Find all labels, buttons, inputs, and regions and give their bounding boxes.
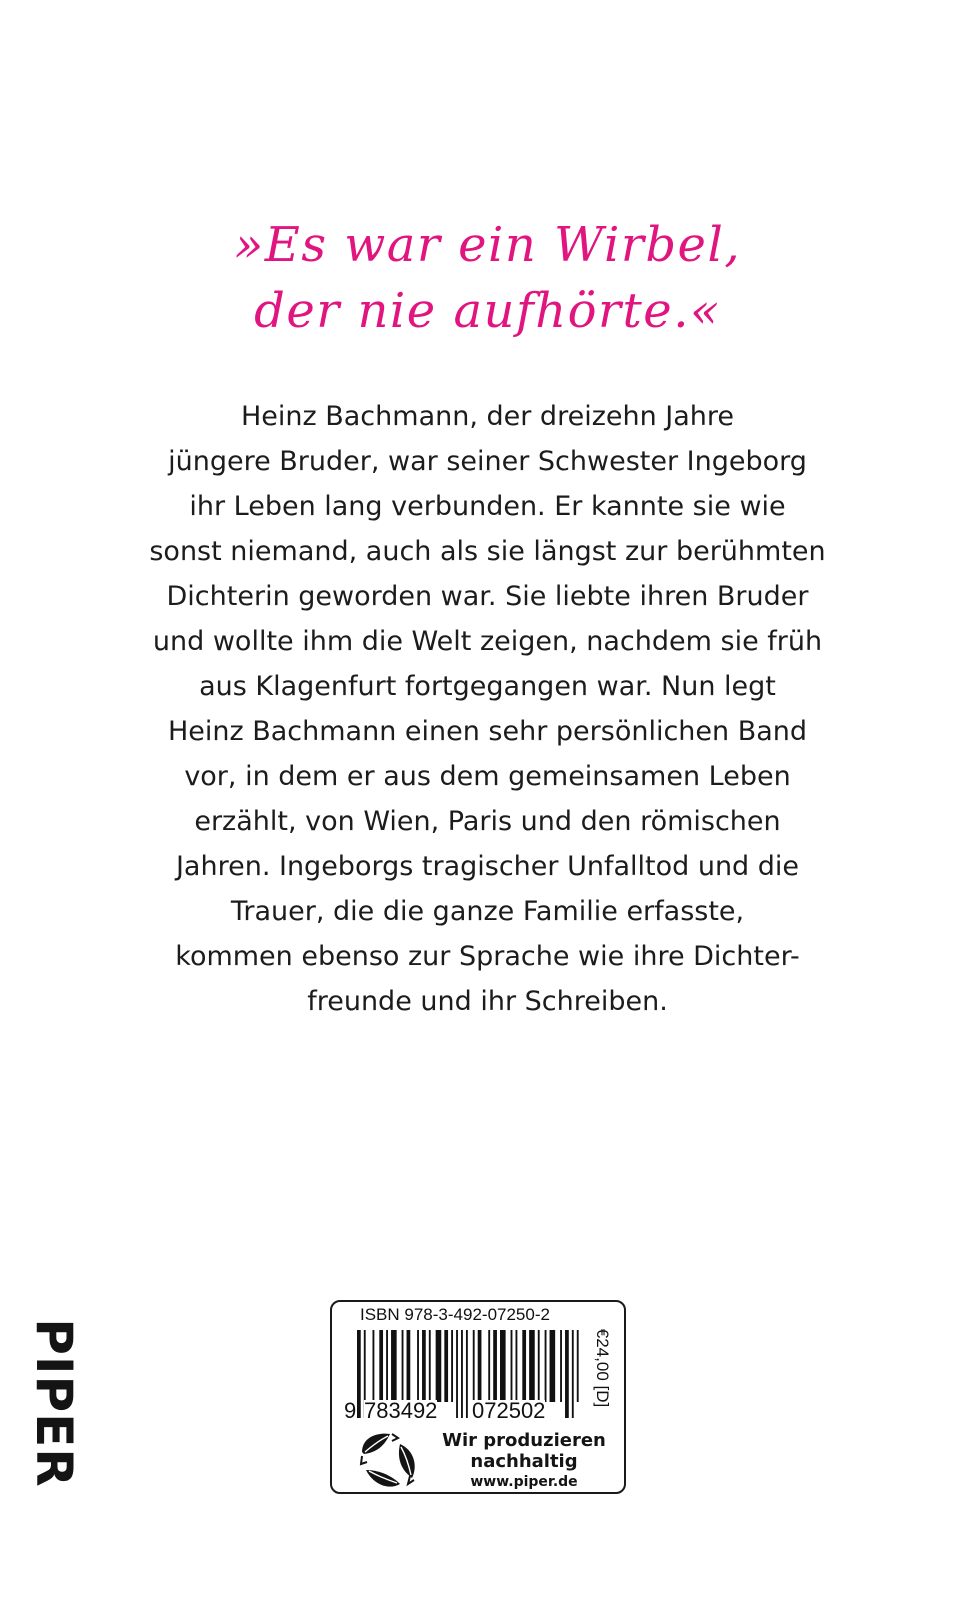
barcode-digits-right: 072502 — [472, 1398, 546, 1423]
barcode-bar — [391, 1330, 397, 1402]
barcode-bar — [407, 1330, 411, 1402]
description-line: freunde und ihr Schreiben. — [307, 986, 668, 1017]
barcode-digits-left: 783492 — [364, 1398, 438, 1423]
barcode-bar — [529, 1330, 535, 1402]
price-label: €24,00 [D] — [593, 1328, 612, 1408]
sustainability-line-1: Wir produzieren — [442, 1430, 606, 1451]
barcode-bar — [550, 1330, 556, 1402]
barcode-digit-first: 9 — [344, 1398, 357, 1423]
barcode-bar — [436, 1330, 442, 1402]
barcode-bar — [379, 1330, 383, 1402]
barcode-bar — [538, 1330, 540, 1402]
barcode-box — [330, 1300, 626, 1494]
barcode-bar — [488, 1330, 490, 1402]
barcode-bar — [565, 1330, 569, 1418]
barcode-bar — [560, 1330, 562, 1402]
description-line: Jahren. Ingeborgs tragischer Unfalltod und die — [175, 851, 800, 882]
barcode-bar — [429, 1330, 431, 1402]
description-line: Heinz Bachmann, der dreizehn Jahre — [240, 401, 735, 432]
leaf-recycle-icon — [356, 1430, 422, 1490]
barcode-bar — [466, 1330, 468, 1418]
publisher-url: www.piper.de — [470, 1474, 578, 1490]
barcode-bar — [444, 1330, 448, 1402]
barcode-bar — [572, 1330, 574, 1418]
barcode-bar — [511, 1330, 513, 1402]
sustainability-line-2: nachhaltig — [470, 1451, 578, 1472]
barcode-bar — [577, 1330, 579, 1402]
description-line: und wollte ihm die Welt zeigen, nachdem sie früh — [152, 626, 823, 657]
barcode-bar — [478, 1330, 482, 1402]
description-line: sonst niemand, auch als sie längst zur berühmten — [149, 536, 826, 567]
description-line: kommen ebenso zur Sprache wie ihre Dichter- — [175, 941, 800, 972]
barcode-bar — [473, 1330, 475, 1402]
description-line: Dichterin geworden war. Sie liebte ihren Bruder — [166, 581, 809, 612]
publisher-logo-text: PIPER — [25, 1318, 83, 1488]
isbn-label: ISBN 978-3-492-07250-2 — [360, 1305, 550, 1324]
description-line: vor, in dem er aus dem gemeinsamen Leben — [184, 761, 791, 792]
barcode-bar — [516, 1330, 518, 1402]
pull-quote — [0, 212, 975, 344]
barcode-bar — [372, 1330, 374, 1402]
quote-line-1: »Es war ein Wirbel, — [233, 217, 742, 273]
description-line: aus Klagenfurt fortgegangen war. Nun legt — [199, 671, 776, 702]
barcode-bar — [386, 1330, 388, 1402]
barcode-bar — [402, 1330, 404, 1402]
publisher-logo — [24, 1312, 84, 1494]
description-line: Trauer, die die ganze Familie erfasste, — [230, 896, 745, 927]
description-line: ihr Leben lang verbunden. Er kannte sie wie — [189, 491, 786, 522]
quote-line-2: der nie aufhörte.« — [254, 283, 721, 339]
sustainability-note — [428, 1430, 620, 1492]
barcode-bar — [500, 1330, 506, 1402]
barcode-bar — [522, 1330, 526, 1402]
barcode-bar — [545, 1330, 547, 1402]
barcode-bar — [422, 1330, 426, 1402]
barcode-bar — [357, 1330, 361, 1418]
description-line: jüngere Bruder, war seiner Schwester Ingeborg — [168, 446, 807, 477]
barcode-bar — [493, 1330, 497, 1402]
barcode-bar — [456, 1330, 458, 1418]
book-description — [0, 394, 975, 1024]
description-line: erzählt, von Wien, Paris und den römischen — [194, 806, 781, 837]
barcode-bar — [451, 1330, 453, 1402]
barcode-bar — [417, 1330, 419, 1402]
description-line: Heinz Bachmann einen sehr persönlichen Band — [167, 716, 808, 747]
barcode-bar — [461, 1330, 463, 1418]
